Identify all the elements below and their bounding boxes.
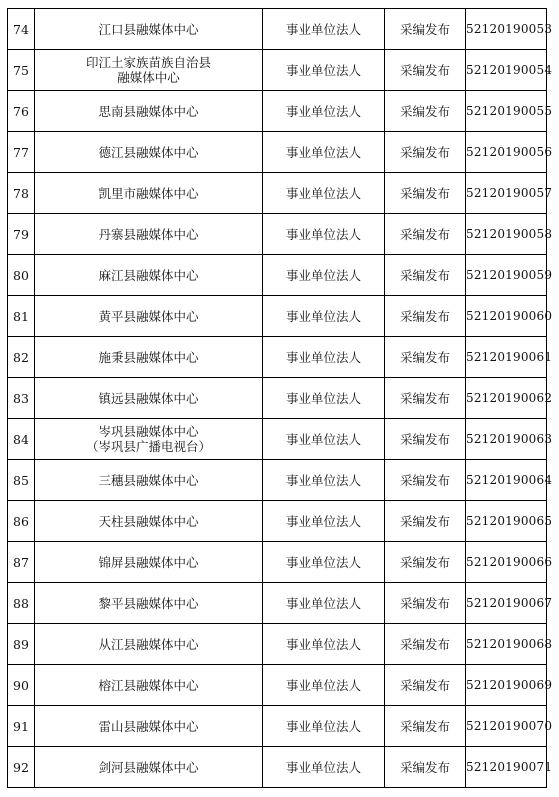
row-number-cell: 81	[8, 296, 35, 337]
unit-type-cell: 事业单位法人	[263, 583, 385, 624]
table-row	[8, 419, 547, 460]
row-number-cell: 79	[8, 214, 35, 255]
unit-name-line: 榕江县融媒体中心	[98, 677, 199, 693]
license-code-cell: 52120190059	[466, 255, 547, 296]
unit-name-line: （岑巩县广播电视台）	[85, 439, 211, 454]
unit-name-line: 麻江县融媒体中心	[98, 267, 199, 283]
unit-type-cell: 事业单位法人	[263, 255, 385, 296]
unit-type-cell: 事业单位法人	[263, 624, 385, 665]
unit-type-cell: 事业单位法人	[263, 665, 385, 706]
unit-name-cell	[35, 624, 263, 665]
row-number-cell: 89	[8, 624, 35, 665]
row-number-cell: 82	[8, 337, 35, 378]
row-number-cell: 80	[8, 255, 35, 296]
license-code-cell: 52120190057	[466, 173, 547, 214]
row-number-cell: 85	[8, 460, 35, 501]
service-scope-cell: 采编发布	[385, 460, 466, 501]
unit-name-line: 从江县融媒体中心	[98, 636, 199, 652]
license-code-cell: 52120190055	[466, 91, 547, 132]
unit-name-cell	[35, 501, 263, 542]
unit-name-line: 黎平县融媒体中心	[98, 595, 199, 611]
unit-name-line: 黄平县融媒体中心	[98, 308, 199, 324]
service-scope-cell: 采编发布	[385, 337, 466, 378]
table-row	[8, 296, 547, 337]
row-number-cell: 74	[8, 9, 35, 50]
unit-type-cell: 事业单位法人	[263, 132, 385, 173]
table-row	[8, 665, 547, 706]
table-row	[8, 214, 547, 255]
service-scope-cell: 采编发布	[385, 665, 466, 706]
table-row	[8, 624, 547, 665]
license-code-cell: 52120190069	[466, 665, 547, 706]
service-scope-cell: 采编发布	[385, 747, 466, 788]
unit-name-cell	[35, 132, 263, 173]
unit-type-cell: 事业单位法人	[263, 296, 385, 337]
service-scope-cell: 采编发布	[385, 542, 466, 583]
unit-name-cell	[35, 378, 263, 419]
table-row	[8, 706, 547, 747]
table-row	[8, 9, 547, 50]
unit-type-cell: 事业单位法人	[263, 542, 385, 583]
table-row	[8, 583, 547, 624]
table-row	[8, 542, 547, 583]
table-body	[8, 9, 553, 788]
unit-name-cell	[35, 9, 263, 50]
unit-type-cell: 事业单位法人	[263, 9, 385, 50]
unit-type-cell: 事业单位法人	[263, 419, 385, 460]
license-code-cell: 52120190070	[466, 706, 547, 747]
unit-name-cell	[35, 583, 263, 624]
service-scope-cell: 采编发布	[385, 624, 466, 665]
license-code-cell: 52120190056	[466, 132, 547, 173]
unit-name-line: 丹寨县融媒体中心	[98, 226, 199, 242]
unit-name-line: 镇远县融媒体中心	[98, 390, 199, 406]
unit-name-line: 锦屏县融媒体中心	[98, 554, 199, 570]
license-code-cell: 52120190066	[466, 542, 547, 583]
unit-name-cell	[35, 747, 263, 788]
row-number-cell: 75	[8, 50, 35, 91]
row-number-cell: 90	[8, 665, 35, 706]
unit-type-cell: 事业单位法人	[263, 460, 385, 501]
unit-name-cell	[35, 255, 263, 296]
unit-name-cell	[35, 296, 263, 337]
license-code-cell: 52120190063	[466, 419, 547, 460]
table-row	[8, 747, 547, 788]
row-number-cell: 78	[8, 173, 35, 214]
unit-name-cell	[35, 419, 263, 460]
table-row	[8, 460, 547, 501]
license-code-cell: 52120190060	[466, 296, 547, 337]
service-scope-cell: 采编发布	[385, 91, 466, 132]
license-table	[7, 8, 553, 788]
unit-type-cell: 事业单位法人	[263, 337, 385, 378]
unit-name-line: 印江土家族苗族自治县	[85, 55, 211, 70]
unit-type-cell: 事业单位法人	[263, 173, 385, 214]
unit-name-cell	[35, 460, 263, 501]
service-scope-cell: 采编发布	[385, 296, 466, 337]
unit-type-cell: 事业单位法人	[263, 91, 385, 132]
unit-name-line: 凯里市融媒体中心	[98, 185, 199, 201]
license-code-cell: 52120190071	[466, 747, 547, 788]
license-code-cell: 52120190068	[466, 624, 547, 665]
unit-name-cell	[35, 173, 263, 214]
row-number-cell: 91	[8, 706, 35, 747]
unit-name-line: 德江县融媒体中心	[98, 144, 199, 160]
unit-name-line: 思南县融媒体中心	[98, 103, 199, 119]
license-code-cell: 52120190065	[466, 501, 547, 542]
table-row	[8, 50, 547, 91]
unit-type-cell: 事业单位法人	[263, 747, 385, 788]
unit-name-cell	[35, 706, 263, 747]
service-scope-cell: 采编发布	[385, 214, 466, 255]
unit-name-line: 雷山县融媒体中心	[98, 718, 199, 734]
unit-name-line: 剑河县融媒体中心	[98, 759, 199, 775]
table-row	[8, 132, 547, 173]
service-scope-cell: 采编发布	[385, 501, 466, 542]
unit-name-cell	[35, 542, 263, 583]
unit-name-line: 施秉县融媒体中心	[98, 349, 199, 365]
unit-name-line: 融媒体中心	[117, 70, 180, 85]
row-number-cell: 83	[8, 378, 35, 419]
table-row	[8, 173, 547, 214]
unit-name-cell	[35, 50, 263, 91]
table-row	[8, 378, 547, 419]
license-code-cell: 52120190067	[466, 583, 547, 624]
document-page	[7, 8, 553, 788]
row-number-cell: 88	[8, 583, 35, 624]
unit-name-cell	[35, 91, 263, 132]
unit-name-line: 天柱县融媒体中心	[98, 513, 199, 529]
service-scope-cell: 采编发布	[385, 9, 466, 50]
table-row	[8, 255, 547, 296]
service-scope-cell: 采编发布	[385, 132, 466, 173]
unit-name-cell	[35, 214, 263, 255]
service-scope-cell: 采编发布	[385, 419, 466, 460]
row-number-cell: 92	[8, 747, 35, 788]
table-row	[8, 337, 547, 378]
unit-name-cell	[35, 665, 263, 706]
license-code-cell: 52120190058	[466, 214, 547, 255]
row-number-cell: 84	[8, 419, 35, 460]
service-scope-cell: 采编发布	[385, 255, 466, 296]
service-scope-cell: 采编发布	[385, 706, 466, 747]
unit-type-cell: 事业单位法人	[263, 706, 385, 747]
table-row	[8, 501, 547, 542]
unit-name-cell	[35, 337, 263, 378]
service-scope-cell: 采编发布	[385, 583, 466, 624]
license-code-cell: 52120190054	[466, 50, 547, 91]
license-code-cell: 52120190064	[466, 460, 547, 501]
unit-type-cell: 事业单位法人	[263, 50, 385, 91]
unit-name-line: 岑巩县融媒体中心	[98, 424, 199, 439]
unit-name-line: 江口县融媒体中心	[98, 21, 199, 37]
license-code-cell: 52120190061	[466, 337, 547, 378]
row-number-cell: 86	[8, 501, 35, 542]
unit-type-cell: 事业单位法人	[263, 378, 385, 419]
row-number-cell: 76	[8, 91, 35, 132]
service-scope-cell: 采编发布	[385, 50, 466, 91]
license-code-cell: 52120190062	[466, 378, 547, 419]
row-number-cell: 87	[8, 542, 35, 583]
service-scope-cell: 采编发布	[385, 378, 466, 419]
license-code-cell: 52120190053	[466, 9, 547, 50]
table-row	[8, 91, 547, 132]
service-scope-cell: 采编发布	[385, 173, 466, 214]
row-number-cell: 77	[8, 132, 35, 173]
unit-type-cell: 事业单位法人	[263, 214, 385, 255]
unit-name-line: 三穗县融媒体中心	[98, 472, 199, 488]
unit-type-cell: 事业单位法人	[263, 501, 385, 542]
